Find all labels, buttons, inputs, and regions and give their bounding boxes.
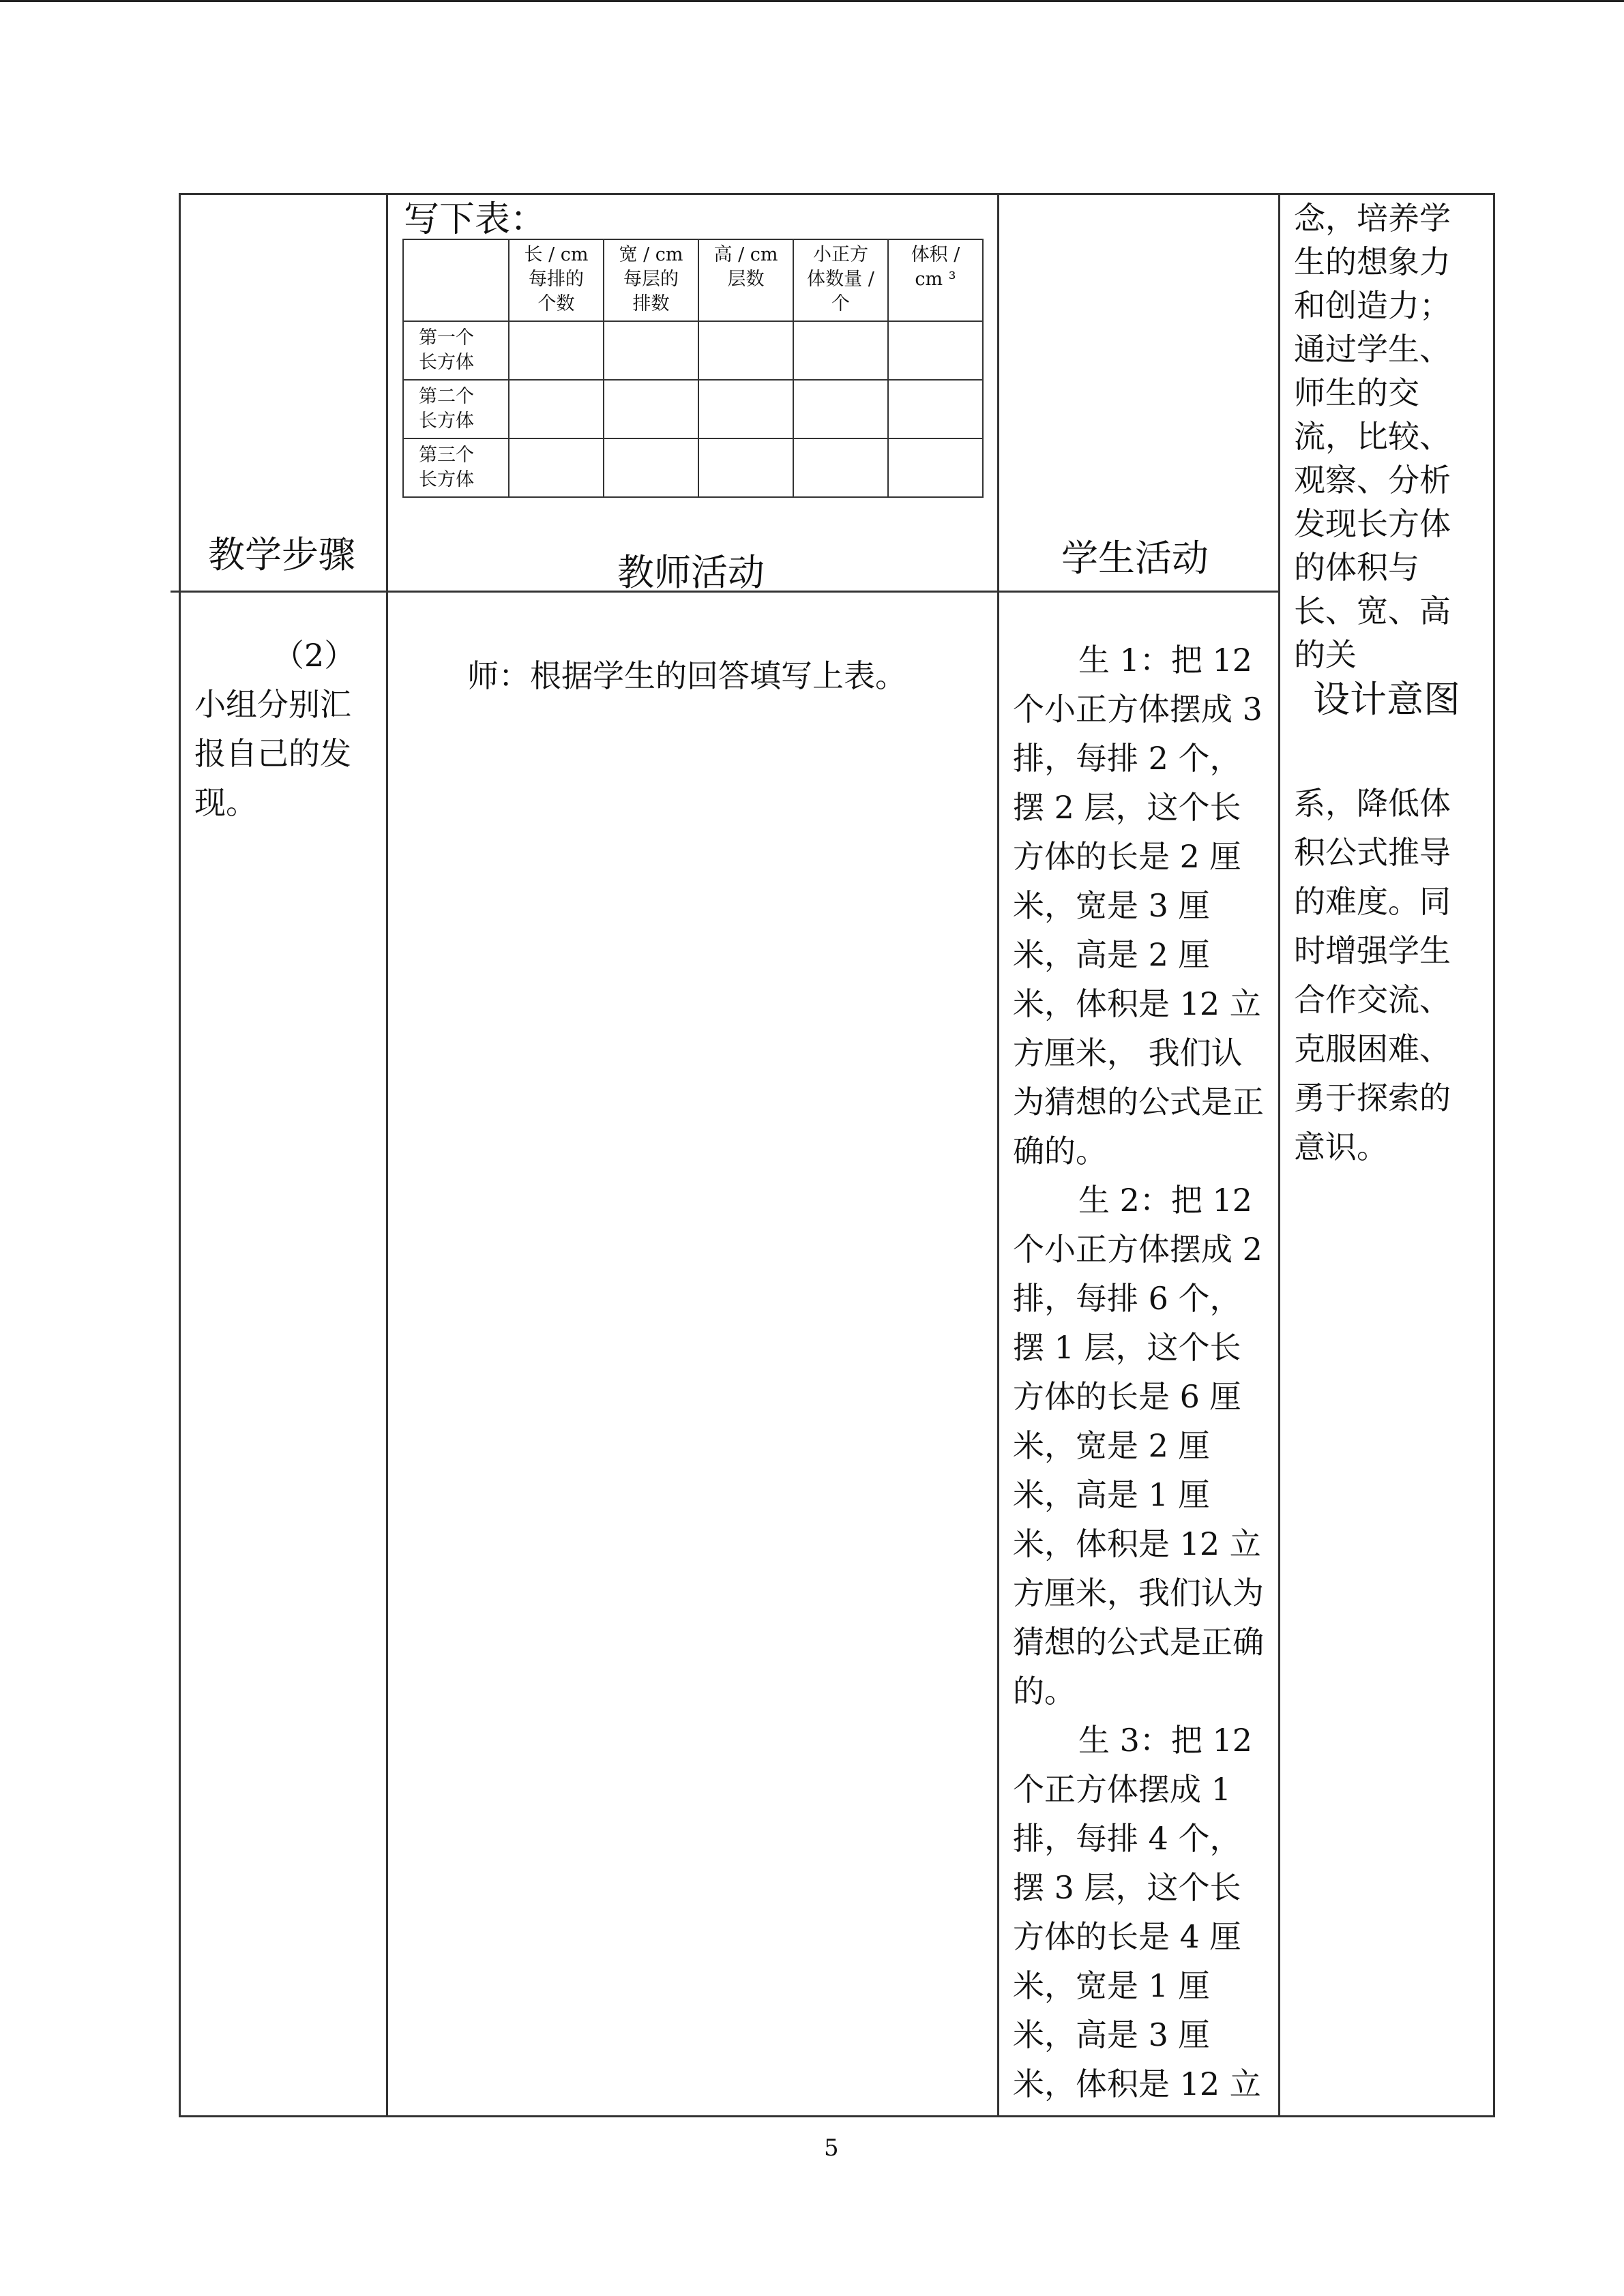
record-header-volume — [888, 239, 983, 321]
record-table-row — [403, 321, 983, 380]
header-top: 高 / cm — [713, 244, 778, 265]
student-answer-1: 生 1：把 12 个小正方体摆成 3 排，每排 2 个，摆 2 层，这个长方体的长是 2 厘米，宽是 3 厘米，高是 2 厘米，体积是 12 立方厘米， 我们认为猜想的公式是正确的。 — [1013, 642, 1264, 1169]
record-row-label — [403, 321, 509, 380]
record-header-count — [793, 239, 888, 321]
record-cell — [698, 380, 793, 438]
record-row-label — [403, 438, 509, 497]
header-teacher-activity: 教师活动 — [617, 551, 765, 594]
step-text: （2）小组分别汇报自己的发现。 — [194, 637, 356, 821]
record-table-row — [403, 380, 983, 438]
teacher-activity-text: 师：根据学生的回答填写上表。 — [467, 657, 906, 694]
student-answer-2: 生 2：把 12 个小正方体摆成 2 排，每排 6 个，摆 1 层，这个长方体的长是 6 厘米，宽是 2 厘米，高是 1 厘米，体积是 12 立方厘米，我们认为猜想的公式是正确的。 — [1013, 1182, 1264, 1710]
record-cell — [509, 380, 604, 438]
inner-table-caption: 写下表： — [404, 199, 546, 240]
record-cell — [604, 380, 698, 438]
record-table — [402, 239, 984, 498]
record-header-length — [509, 239, 604, 321]
record-cell — [698, 321, 793, 380]
record-cell — [793, 438, 888, 497]
header-bottom: 每排的个数 — [529, 269, 584, 314]
page-number: 5 — [824, 2134, 839, 2162]
header-student-activity: 学生活动 — [1061, 537, 1209, 580]
record-cell — [793, 321, 888, 380]
design-intent-bottom: 系，降低体积公式推导的难度。同时增强学生合作交流、克服困难、勇于探索的意识。 — [1294, 785, 1451, 1165]
row-label-text: 第一个长方体 — [419, 327, 474, 373]
row-label-text: 第二个长方体 — [419, 386, 474, 432]
column-divider-1 — [386, 193, 388, 2117]
record-header-height — [698, 239, 793, 321]
student-answer-3: 生 3：把 12 个正方体摆成 1 排，每排 4 个，摆 3 层，这个长方体的长是 4 厘米，宽是 1 厘米，高是 3 厘米，体积是 12 立 — [1013, 1722, 1261, 2102]
record-table-header-row — [403, 239, 983, 321]
header-bottom: 每层的排数 — [623, 269, 679, 314]
record-cell — [509, 438, 604, 497]
header-top: 宽 / cm — [619, 244, 683, 265]
design-intent-top: 念，培养学生的想象力和创造力；通过学生、师生的交流，比较、观察、分析发现长方体的体积与长、宽、高的关 — [1294, 200, 1451, 673]
header-design-intent: 设计意图 — [1313, 678, 1460, 721]
record-table-corner — [403, 239, 509, 321]
column-divider-3 — [1278, 193, 1280, 2117]
record-cell — [888, 321, 983, 380]
header-bottom: 层数 — [727, 269, 765, 290]
page-top-border — [0, 0, 1624, 2]
header-teaching-steps: 教学步骤 — [208, 533, 355, 576]
record-table-row — [403, 438, 983, 497]
record-cell — [509, 321, 604, 380]
record-cell — [888, 438, 983, 497]
record-row-label — [403, 380, 509, 438]
header-top: 长 / cm — [524, 244, 589, 265]
header-top: 体积 / cm ³ — [911, 244, 960, 290]
record-header-width — [604, 239, 698, 321]
record-cell — [888, 380, 983, 438]
header-top: 小正方体数量 / 个 — [807, 244, 874, 314]
record-cell — [698, 438, 793, 497]
record-cell — [604, 438, 698, 497]
record-cell — [793, 380, 888, 438]
row-label-text: 第三个长方体 — [419, 445, 474, 490]
record-cell — [604, 321, 698, 380]
column-divider-2 — [997, 193, 999, 2117]
